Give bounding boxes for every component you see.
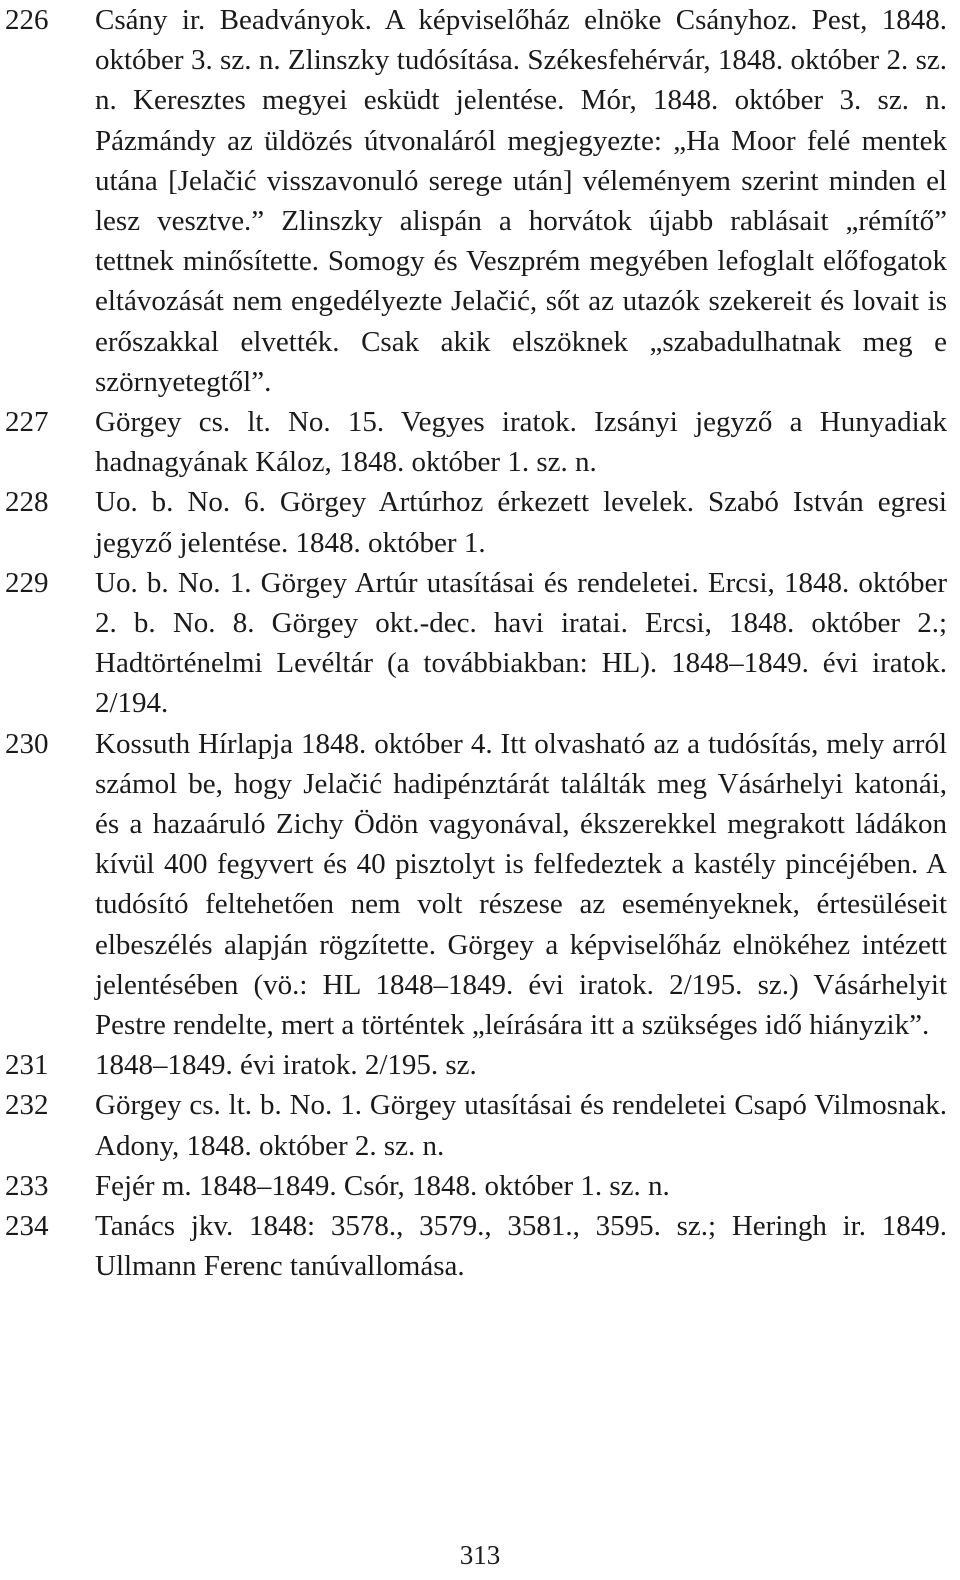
footnote-number: 229 [5, 566, 49, 599]
footnote-number: 234 [5, 1210, 49, 1243]
footnote-text: Fejér m. 1848–1849. Csór, 1848. október 1. sz. n. [95, 1169, 670, 1202]
footnote-number: 232 [5, 1089, 49, 1122]
footnote-number: 226 [5, 4, 49, 36]
footnote-text: Kossuth Hírlapja 1848. október 4. Itt olvasható az a tudósítás, mely arról számol be, hogy Jelačić hadipénztárát találták meg Vásárhelyi katonái, és a hazaáruló Zichy Ödön vagyonával, ékszerekkel megrakott ládákon kívül 400 fegyvert és 40 pisztolyt is felfedeztek a kastély pincéjében. A tudósító feltehetően nem volt részese az eseményeknek, értesüléseit elbeszélés alapján rögzítette. Görgey a képviselőház elnökéhez intézett jelentésében (vö.: HL 1848–1849. évi iratok. 2/195. sz.) Vásárhelyit Pestre rendelte, mert a történtek „leírására itt a szükséges idő hiányzik”. [95, 727, 947, 1042]
footnote-text: Uo. b. No. 1. Görgey Artúr utasításai és rendeletei. Ercsi, 1848. október 2. b. No. 8. Görgey okt.-dec. havi iratai. Ercsi, 1848. október 2.; Hadtörténelmi Levéltár (a továbbiakban: HL). 1848–1849. évi iratok. 2/194. [95, 566, 947, 720]
page-number: 313 [459, 1540, 501, 1570]
footnote-234 [0, 1206, 960, 1286]
footnote-232 [0, 1085, 960, 1165]
footnote-text: 1848–1849. évi iratok. 2/195. sz. [95, 1049, 477, 1082]
footnote-text: Görgey cs. lt. b. No. 1. Görgey utasításai és rendeletei Csapó Vilmosnak. Adony, 1848. október 2. sz. n. [95, 1089, 947, 1162]
footnote-text: Uo. b. No. 6. Görgey Artúrhoz érkezett levelek. Szabó István egresi jegyző jelentése. 1848. október 1. [95, 486, 947, 559]
footnote-226 [0, 0, 960, 402]
footnote-number: 233 [5, 1169, 49, 1202]
footnote-227 [0, 402, 960, 482]
footnote-229 [0, 563, 960, 724]
footnote-228 [0, 482, 960, 562]
footnote-number: 227 [5, 406, 49, 439]
footnote-text: Csány ir. Beadványok. A képviselőház elnöke Csányhoz. Pest, 1848. október 3. sz. n. Zlinszky tudósítása. Székesfehérvár, 1848. október 2. sz. n. Keresztes megyei esküdt jelentése. Mór, 1848. október 3. sz. n. Pázmándy az üldözés útvonaláról megjegyezte: „Ha Moor felé mentek utána [Jelačić visszavonuló serege után] véleményem szerint minden el lesz vesztve.” Zlinszky alispán a horvátok újabb rablásait „rémítő” tettnek minősítette. Somogy és Veszprém megyében lefoglalt előfogatok eltávozását nem engedélyezte Jelačić, sőt az utazók szekereit és lovait is erőszakkal elvették. Csak akik elszöknek „szabadulhatnak meg e szörnyetegtől”. [95, 4, 947, 398]
footnote-number: 231 [5, 1049, 49, 1082]
footnote-text: Görgey cs. lt. No. 15. Vegyes iratok. Izsányi jegyző a Hunyadiak hadnagyának Káloz, 1848. október 1. sz. n. [95, 406, 947, 479]
footnote-233 [0, 1166, 960, 1206]
footnote-231 [0, 1045, 960, 1085]
footnote-230 [0, 724, 960, 1046]
footnote-number: 230 [5, 727, 49, 760]
footnote-number: 228 [5, 486, 49, 519]
footnote-text: Tanács jkv. 1848: 3578., 3579., 3581., 3595. sz.; Heringh ir. 1849. Ullmann Ferenc tanúvallomása. [95, 1210, 947, 1283]
